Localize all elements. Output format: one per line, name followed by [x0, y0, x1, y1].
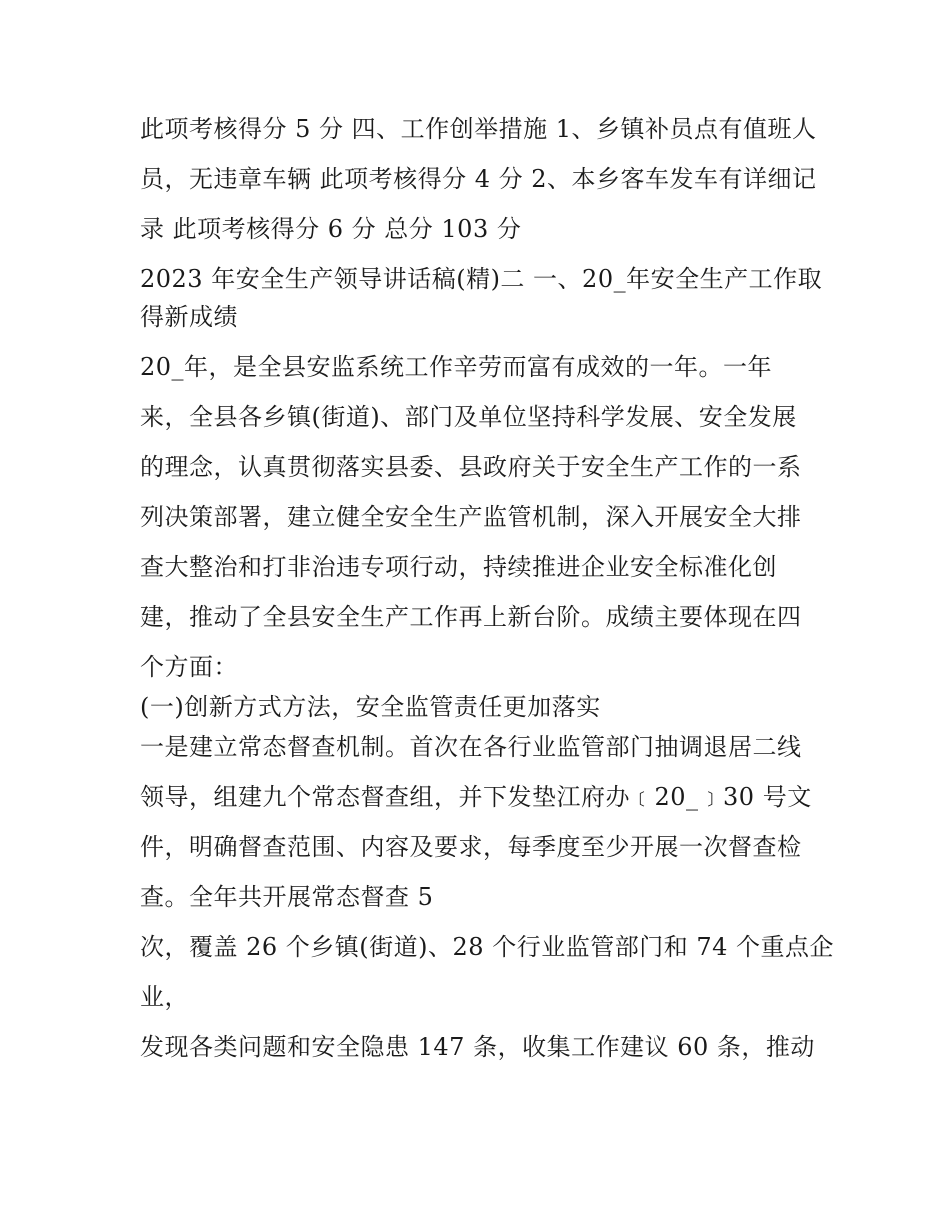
document-body	[140, 110, 834, 1066]
text-line: 录 此项考核得分 6 分 总分 103 分	[140, 215, 522, 243]
text-line: 的理念，认真贯彻落实县委、县政府关于安全生产工作的一系	[140, 453, 802, 481]
text-line: 来，全县各乡镇(街道)、部门及单位坚持科学发展、安全发展	[140, 403, 797, 431]
text-line: 发现各类问题和安全隐患 147 条，收集工作建议 60 条，推动	[140, 1033, 815, 1061]
text-line: 个方面：	[140, 653, 238, 681]
text-line: 此项考核得分 5 分 四、工作创举措施 1、乡镇补员点有值班人	[140, 115, 817, 143]
text-line: 一是建立常态督查机制。首次在各行业监管部门抽调退居二线	[140, 733, 802, 761]
text-line: 件，明确督查范围、内容及要求，每季度至少开展一次督查检	[140, 833, 802, 861]
text-line: 建，推动了全县安全生产工作再上新台阶。成绩主要体现在四	[140, 603, 802, 631]
text-line: 列决策部署，建立健全安全生产监管机制，深入开展安全大排	[140, 503, 802, 531]
text-line: 员，无违章车辆 此项考核得分 4 分 2、本乡客车发车有详细记	[140, 165, 817, 193]
text-line: 领导，组建九个常态督查组，并下发垫江府办﹝20_﹞30 号文	[140, 783, 812, 811]
text-line: 得新成绩	[140, 303, 238, 331]
text-line: 次，覆盖 26 个乡镇(街道)、28 个行业监管部门和 74 个重点企	[140, 933, 834, 961]
text-line: 查。全年共开展常态督查 5	[140, 883, 434, 911]
section-heading: (一)创新方式方法，安全监管责任更加落实	[140, 693, 601, 721]
text-line: 20_年，是全县安监系统工作辛劳而富有成效的一年。一年	[140, 353, 773, 381]
text-line: 业，	[140, 983, 189, 1011]
text-line: 2023 年安全生产领导讲话稿(精)二 一、20_年安全生产工作取	[140, 265, 823, 293]
text-line: 查大整治和打非治违专项行动，持续推进企业安全标准化创	[140, 553, 777, 581]
